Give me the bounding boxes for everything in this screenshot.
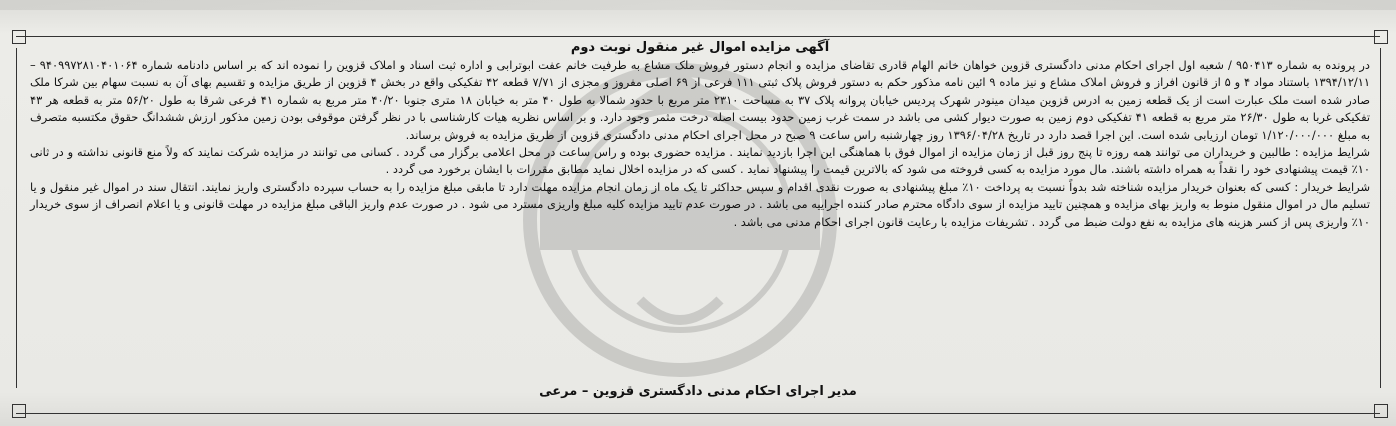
- notice-border-left: [16, 48, 17, 388]
- notice-main-paragraph: در پرونده به شماره ۹۵۰۴۱۳ / شعبه اول اجرای احکام مدنی دادگستری قزوین خواهان خانم الهام قادری تقاضای مزایده و انجام دستور فروش ملک مشاع به طرفیت خانم عفت ابوترابی و اداره ثبت اسناد و املاک قزوین را نموده اند که بر اساس دادنامه شماره ۹۴۰۹۹۷۲۸۱۰۴۰۱۰۶۴ – ۱۳۹۴/۱۲/۱۱ باستناد مواد ۴ و ۵ از قانون افراز و فروش املاک مشاع و نیز ماده ۹ ائین نامه مذکور حکم به دستور فروش پلاک ثبتی ۱۱۱ فرعی از ۶۹ اصلی مفروز و مجزی از ۷/۷۱ قطعه ۴۲ تفکیکی واقع در بخش ۴ قزوین از طریق مزایده و تقسیم بهای آن به نسبت سهام بین شرکا ملک صادر شده است ملک عبارت است از یک قطعه زمین به ادرس قزوین میدان مینودر شهرک پردیس خیابان پروانه پلاک ۳۷ به مساحت ۲۳۱۰ متر مربع با حدود شمالا به طول ۴۰ متر به خیابان ۱۸ متری جنوبا ۴۰/۲۰ متر مربع به شماره ۴۱ فرعی شرقا به طول ۵۶/۲۰ متر به قطعه هر ۴۳ تفکیکی غربا به طول ۲۶/۳۰ متر مربع به قطعه ۴۱ تفکیکی دوم زمین به صورت دیوار کشی می باشد در سمت غرب زمین حدود بیست اصله درخت مثمر وجود دارد. و بر اساس نظریه هیات کارشناسی با در نظر گرفتن موقوفی بودن زمین مذکور ارزش ششدانگ حقوق مکتسبه متصرف به مبلغ ۱/۱۲۰/۰۰۰/۰۰۰ تومان ارزیابی شده است. این اجرا قصد دارد در تاریخ ۱۳۹۶/۰۴/۲۸ روز چهارشنبه راس ساعت ۹ صبح در محل اجرای احکام مدنی دادگستری قزوین از طریق مزایده به فروش برساند.: [30, 58, 1371, 142]
- corner-ornament-top-right: [1374, 30, 1388, 44]
- notice-body: [30, 40, 1370, 231]
- corner-ornament-bottom-left: [12, 404, 26, 418]
- cropped-previous-notice-strip: [0, 0, 1396, 10]
- signature-line: مدیر اجرای احکام مدنی دادگستری قزوین – مرعی: [539, 384, 857, 399]
- auction-terms-paragraph: شرایط مزایده : طالبین و خریداران می توانند همه روزه تا پنج روز قبل از زمان مزایده از اموال فوق با هماهنگی این اجرا بازدید نمایند . مزایده حضوری بوده و راس ساعت در محل اعلامی برگزار می گردد . کسانی می توانند در مزایده شرکت نمایند که ولاً منع قانونی نداشته و در ثانی ۱۰٪ قیمت پیشنهادی خود را نقداً به همراه داشته باشند. مال مورد مزایده به کسی فروخته می شود که بالاترین قیمت را پیشنهاد نماید . کسی که در مزایده اخلال نماید مطابق مقررات با ایشان برخورد می گردد .: [30, 145, 1370, 177]
- buyer-terms-paragraph: شرایط خریدار : کسی که بعنوان خریدار مزایده شناخته شد بدواً نسبت به پرداخت ۱۰٪ مبلغ پیشنهادی به صورت نقدی اقدام و سپس حداکثر تا یک ماه از زمان انجام مزایده مهلت دارد تا مابقی مبلغ مزایده را به حساب سپرده دادگستری واریز نمایند. انتقال سند در اموال غیر منقول و یا تسلیم مال در اموال منقول منوط به واریز بهای مزایده و همچنین تایید مزایده از سوی دادگاه محترم صادر کننده اجراییه می باشد . در صورت عدم تایید مزایده کلیه مبلغ واریزی مسترد می شود . در صورت عدم واریز الباقی مبلغ مزایده در مهلت قانونی و یا اعلام انصراف از سوی خریدار ۱۰٪ واریزی پس از کسر هزینه های مزایده به نفع دولت ضبط می گردد . تشریفات مزایده با رعایت قانون اجرای احکام مدنی می باشد .: [30, 179, 1371, 229]
- notice-border-right: [1380, 48, 1381, 388]
- notice-title: آگهی مزایده اموال غیر منقول نوبت دوم: [570, 40, 830, 55]
- corner-ornament-top-left: [12, 30, 26, 44]
- corner-ornament-bottom-right: [1374, 404, 1388, 418]
